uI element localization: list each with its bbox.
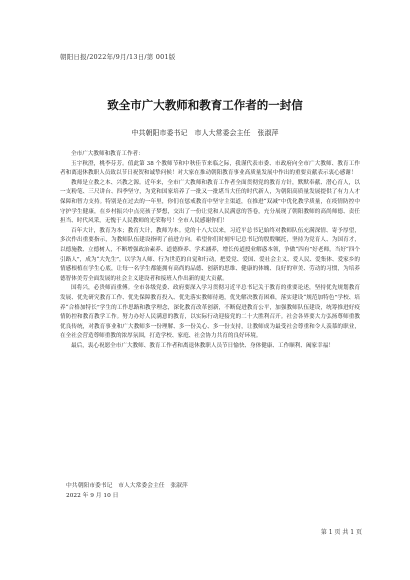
signature-name: 中共朝阳市委书记 市人大常委会主任 张淑萍 bbox=[66, 483, 188, 489]
letter-paragraph: 教师是立教之本、兴教之源。近年来，全市广大教师和教育工作者全面贯彻党的教育方针，默默奉献、潜心育人，以一支粉笔、三尺讲台、四季坚守，为党和国家培养了一批又一批堪当大任的时代新人，为朝阳高质量发展提供了有力人才保障和智力支持。特别是在过去的一年里，你们在惩戒教育中坚守主渠道，在推进“双减”中优化教学质量，在疫情防控中守护学生健康，在乡村振兴中点亮孩子梦想，交出了一份让党和人民满意的答卷，充分展现了朝阳教师的高尚师德、责任担当、时代风采，无愧于人民教师的光荣称号！全市人民感谢你们！ bbox=[60, 179, 360, 225]
page-number: 第 1 页 共 1 页 bbox=[320, 529, 362, 536]
signature-date: 2022 年 9 月 10 日 bbox=[66, 493, 119, 499]
letter-body bbox=[60, 150, 360, 351]
letter-paragraph: 国将兴，必贵师而重傅。全市各级党委、政府要深入学习贯彻习近平总书记关于教育的重要论述，坚持优先规划教育发展、优先研究教育工作、优先保障教育投入、优先落实教师待遇，优先解决教育困难，落实建设“规范加特色”学校、培养“合格加特长”学生的工作思路和教学理念，深化教育改革创新，不断促进教育公平，加强教师队伍建设，统筹推进好疫情防控和教育教学工作。努力办好人民满意的教育，以实际行动迎接党的二十大胜利召开。社会各界要大力弘扬尊师重教优良传统，对教育事业和广大教师多一份理解、多一份关心、多一份支持，让教师成为最受社会尊重和令人羡慕的职业，在全社会营造尊师重教的浓厚氛围，打造学校、家庭、社会协力共育的良好环境。 bbox=[60, 285, 360, 340]
letter-paragraph: 玉宇秋澄，桃李芬芳。值此第 38 个教师节和中秋佳节来临之际，我谨代表市委、市政府向全市广大教师、教育工作者和离退休教职人员致以节日祝贺和诚挚问候！对大家在推动朝阳教育事业高质量发展中作出的重要贡献表示衷心感谢！ bbox=[60, 160, 360, 177]
letter-salutation: 全市广大教师和教育工作者： bbox=[71, 151, 144, 157]
letter-author: 中共朝阳市委书记 市人大常委会主任 张淑萍 bbox=[131, 129, 279, 137]
letter-title: 致全市广大教师和教育工作者的一封信 bbox=[107, 98, 303, 112]
letter-signature bbox=[66, 481, 188, 501]
newspaper-source-info: 朝阳日报/2022年/9月/13日/第 001版 bbox=[60, 53, 176, 61]
letter-paragraph: 百年大计，教育为本；教育大计，教师为本。党的十八大以来，习近平总书记始终对教师队伍充满深情、寄予厚望，多次作出重要指示，为教师队伍建设指明了前进方向。希望你们时刻牢记总书记的殷殷嘱托，坚持为党育人、为国育才，以德施教、立德树人，不断增强政治素养、道德修养、学术涵养，增长传道授业解惑本领，争做“四有”好老师，当好“四个引路人”，成为“大先生”，以学为人师、行为世范的自觉和行动，把爱党、爱国、爱社会主义、爱人民、爱集体、爱家乡的情感根植在学生心底，让每一名学生都能拥有高尚的品德、创新的思维、健康的体魄、良好的审美、劳动的习惯，为培养德智体美劳全面发展的社会主义建设者和接班人作出新的更大贡献。 bbox=[60, 227, 360, 282]
letter-paragraph: 最后，衷心祝愿全市广大教师、教育工作者和离退休教职人员节日愉快、身体健康、工作顺利、阖家幸福！ bbox=[71, 342, 334, 349]
